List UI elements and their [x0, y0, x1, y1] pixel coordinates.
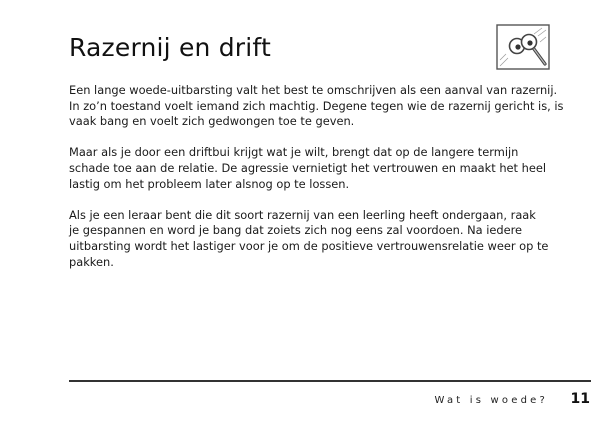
text-line: je gespannen en word je bang dat zoiets zich nog eens zal voordoen. Na iedere	[69, 223, 523, 238]
text-line: vaak bang en voelt zich gedwongen toe te geven.	[69, 114, 355, 129]
paragraph-3	[69, 208, 569, 270]
footer-divider	[69, 380, 591, 382]
text-line: pakken.	[69, 254, 114, 269]
paragraph-2	[69, 145, 569, 192]
footer-section-title: Wat is woede?	[434, 395, 548, 406]
page-title: Razernij en drift	[69, 33, 271, 62]
body-text	[69, 83, 569, 286]
paragraph-1	[69, 83, 569, 130]
text-line: Als je een leraar bent die dit soort razernij van een leerling heeft ondergaan, raak	[69, 207, 536, 222]
page-number: 11	[570, 391, 590, 407]
magnifier-eyes-icon	[494, 22, 552, 72]
text-line: In zo’n toestand voelt iemand zich machtig. Degene tegen wie de razernij gericht is, is	[69, 98, 564, 113]
text-line: Een lange woede-uitbarsting valt het best te omschrijven als een aanval van razernij.	[69, 83, 558, 97]
magnifier-eyes-icon-graphic	[494, 22, 552, 72]
text-line: Maar als je door een driftbui krijgt wat je wilt, brengt dat op de langere termijn	[69, 145, 519, 160]
text-line: uitbarsting wordt het lastiger voor je om de positieve vertrouwensrelatie weer op te	[69, 238, 549, 253]
text-line: lastig om het probleem later alsnog op te lossen.	[69, 176, 350, 191]
text-line: schade toe aan de relatie. De agressie vernietigt het vertrouwen en maakt het heel	[69, 160, 547, 175]
